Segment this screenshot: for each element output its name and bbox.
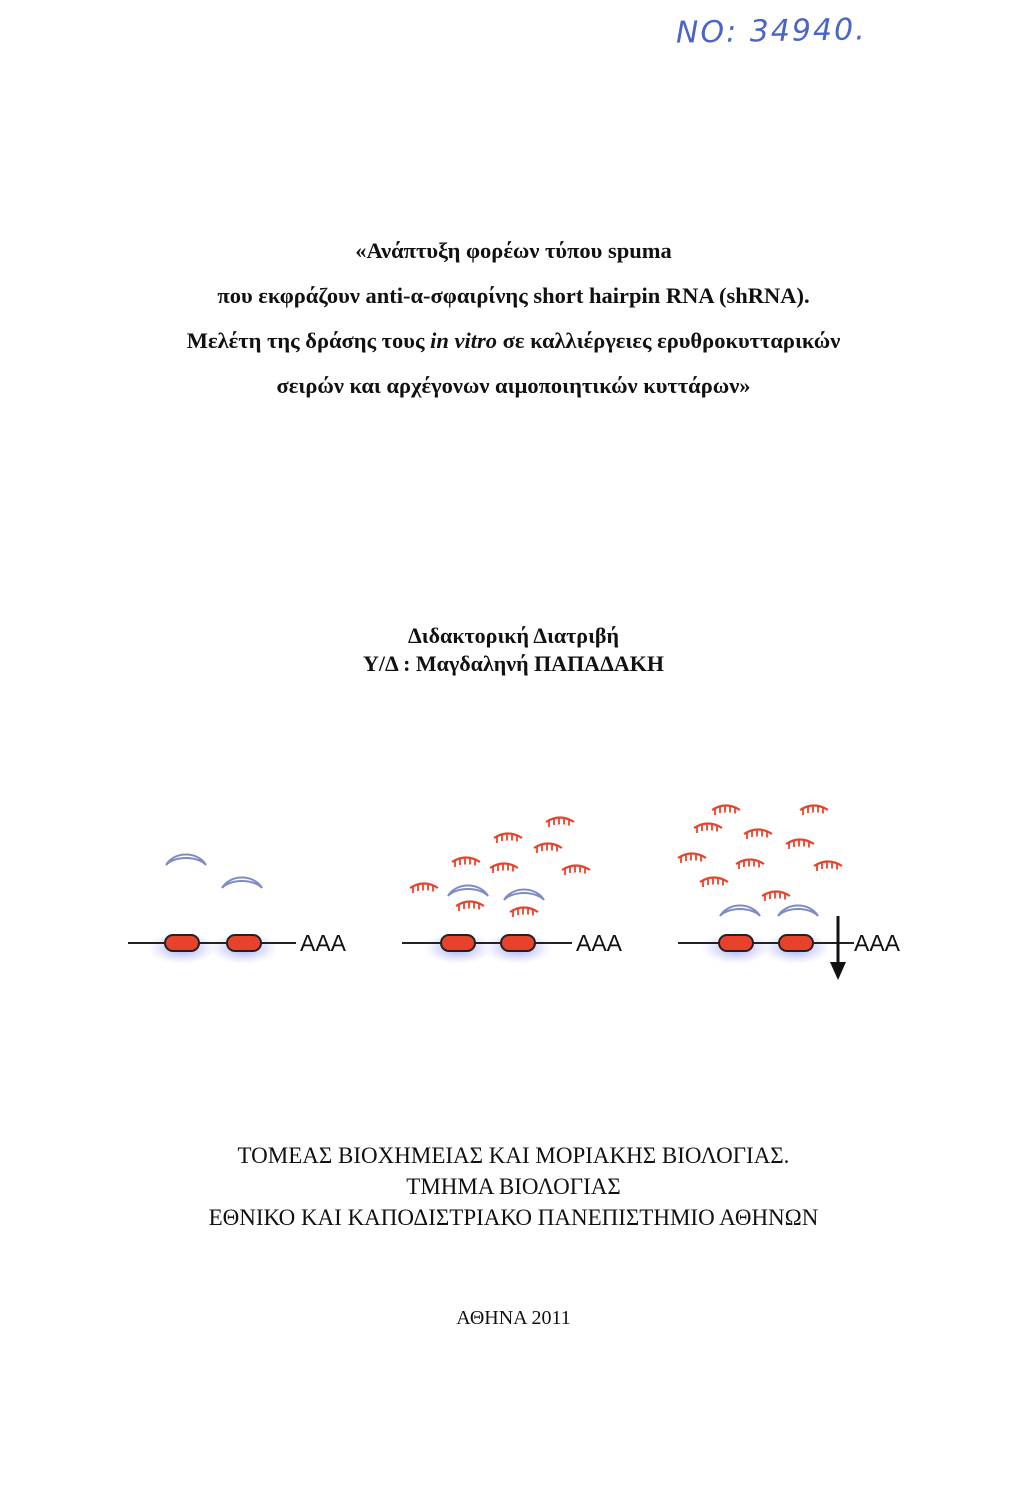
affiliation-sector: ΤΟΜΕΑΣ ΒΙΟΧΗΜΕΙΑΣ ΚΑΙ ΜΟΡΙΑΚΗΣ ΒΙΟΛΟΓΙΑΣ.	[237, 1143, 790, 1168]
thesis-type: Διδακτορική Διατριβή	[408, 623, 619, 648]
affiliation	[0, 1140, 1027, 1233]
title-line-1: «Ανάπτυξη φορέων τύπου spuma	[355, 238, 672, 263]
place-and-year: ΑΘΗΝΑ 2011	[456, 1307, 571, 1329]
shrna-mechanism-illustration	[110, 790, 930, 990]
thesis-info	[0, 622, 1027, 678]
thesis-title	[0, 228, 1027, 408]
title-line-4: σειρών και αρχέγονων αιμοποιητικών κυττάρων»	[276, 373, 751, 398]
poly-a-label-3: AAA	[854, 930, 901, 956]
title-line-3	[0, 318, 1027, 363]
handwritten-catalog-number: ΝΟ: 34940.	[675, 12, 867, 51]
title-line-2: που εκφράζουν anti-α-σφαιρίνης short hairpin RNA (shRNA).	[217, 283, 810, 308]
title-italic-in-vitro: in vitro	[430, 328, 497, 353]
panel-1-ribosomes-only	[128, 854, 347, 964]
panel-3-translation-blocked	[678, 806, 901, 981]
title-line-3-end: σε καλλιέργειες ερυθροκυτταρικών	[497, 328, 841, 353]
poly-a-label-1: AAA	[300, 930, 347, 956]
thesis-author: Υ/Δ : Μαγδαληνή ΠΑΠΑΔΑΚΗ	[363, 651, 664, 676]
illustration-svg	[110, 790, 930, 990]
affiliation-university: ΕΘΝΙΚΟ ΚΑΙ ΚΑΠΟΔΙΣΤΡΙΑΚΟ ΠΑΝΕΠΙΣΤΗΜΙΟ ΑΘΗΝΩΝ	[208, 1205, 819, 1230]
title-line-3-start: Μελέτη της δράσης τους	[186, 328, 431, 353]
panel-2-shrna-binding	[402, 818, 623, 965]
poly-a-label-2: AAA	[576, 930, 623, 956]
affiliation-department: ΤΜΗΜΑ ΒΙΟΛΟΓΙΑΣ	[406, 1174, 621, 1199]
